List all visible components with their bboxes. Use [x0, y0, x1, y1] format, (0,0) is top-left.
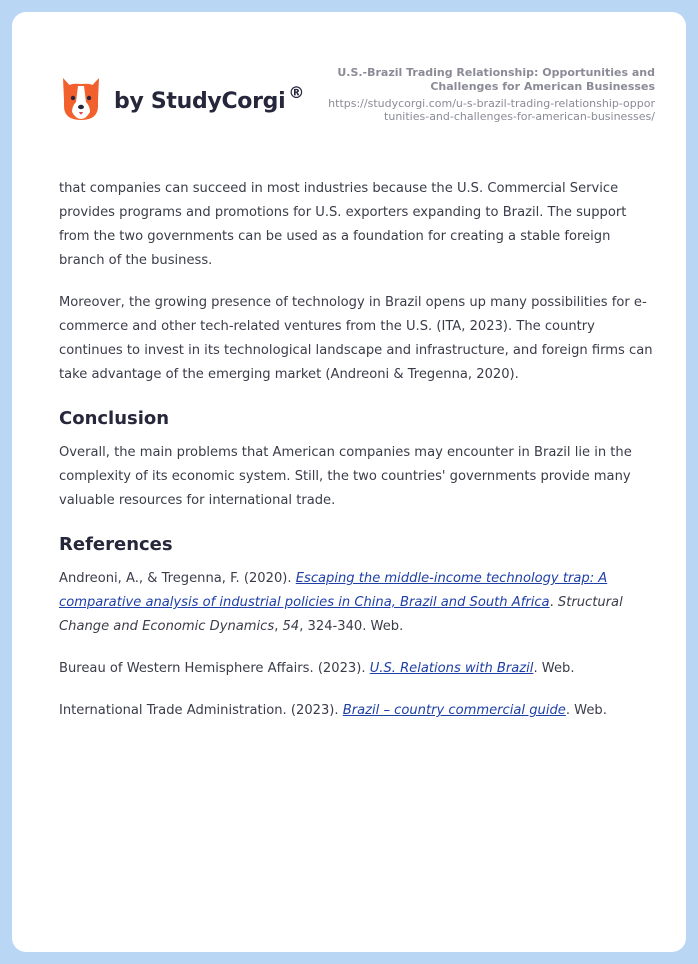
reference-link-2[interactable]: U.S. Relations with Brazil	[369, 661, 534, 676]
brand-name: by StudyCorgi ®	[114, 82, 305, 114]
body-paragraph-1: that companies can succeed in most industries because the U.S. Commercial Service provides programs and promotions for U.S. exporters expanding to Brazil. The support from the two governments can be used as a foundation for creating a stable foreign branch of the business.	[59, 181, 627, 268]
conclusion-heading: Conclusion	[59, 408, 170, 429]
reference-volume: 54	[282, 619, 300, 634]
conclusion-paragraph: Overall, the main problems that American companies may encounter in Brazil lie in the complexity of its economic system. Still, the two countries' governments provide many valuable resources for international trade.	[59, 445, 632, 508]
reference-journal: Structural Change and Economic Dynamics	[59, 595, 623, 634]
reference-link-1[interactable]: Escaping the middle-income technology trap: A comparative analysis of industrial policies in China, Brazil and South Africa	[59, 571, 608, 610]
body-paragraph-2: Moreover, the growing presence of technology in Brazil opens up many possibilities for e-commerce and other tech-related ventures from the U.S. (ITA, 2023). The country continues to invest in its technological landscape and infrastructure, and foreign firms can take advantage of the emerging market (Andreoni & Tregenna, 2020).	[59, 295, 653, 382]
document-title: U.S.-Brazil Trading Relationship: Opportunities and Challenges for American Businesses	[337, 66, 655, 93]
studycorgi-logo[interactable]	[60, 76, 304, 122]
document-page	[12, 12, 686, 952]
document-url[interactable]: https://studycorgi.com/u-s-brazil-trading-relationship-opportunities-and-challenges-for-american-businesses/	[328, 97, 655, 123]
document-body	[59, 177, 659, 741]
reference-item-1: Andreoni, A., & Tregenna, F. (2020). Escaping the middle-income technology trap: A comparative analysis of industrial policies in China, Brazil and South Africa. Structural Change and Economic Dynamics, 54, 324-340. Web.	[59, 571, 623, 634]
reference-item-2: Bureau of Western Hemisphere Affairs. (2023). U.S. Relations with Brazil. Web.	[59, 661, 575, 676]
reference-link-3[interactable]: Brazil – country commercial guide	[342, 703, 566, 718]
corgi-icon	[60, 76, 102, 122]
reference-item-3: International Trade Administration. (2023). Brazil – country commercial guide. Web.	[59, 703, 607, 718]
references-heading: References	[59, 534, 173, 555]
document-meta	[325, 66, 655, 123]
